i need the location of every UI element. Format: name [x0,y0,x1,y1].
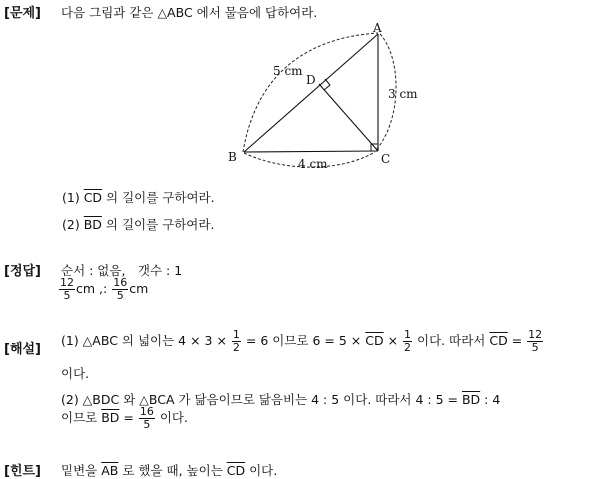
explanation-line-1 [61,329,544,354]
side-bc [244,151,378,152]
explanation-3-part-1: (2) △BDC 와 △BCA 가 닮음이므로 닮음비는 4 : 5 이다. 따라서 4 : 5 = [61,392,458,407]
ac-length-label: 3 cm [388,87,418,101]
answer-unit-1: cm ,: [76,281,108,296]
problem-tag: [문제] [4,6,41,21]
triangle-figure [220,20,420,180]
explanation-1-part-1: (1) △ABC 의 넓이는 4 × 3 × [61,333,227,348]
hint-tag: [힌트] [4,464,41,479]
vertex-b-label: B [228,150,237,164]
question-1-number: (1) [62,190,80,205]
explanation-4-part-1: 이므로 [61,410,98,425]
question-1-segment: $\overline{CD}$ [83,190,103,205]
answer-unit-2: cm [129,281,149,296]
question-2-number: (2) [62,217,80,232]
question-2-segment: $\overline{BD}$ [83,217,102,232]
explanation-1-segment-cd-2: $\overline{CD}$ [489,333,508,348]
problem-statement: 다음 그림과 같은 △ABC 에서 물음에 답하여라. [61,5,318,20]
question-1 [62,188,215,206]
explanation-1-segment-cd: $\overline{CD}$ [365,333,384,348]
vertex-c-label: C [381,152,391,166]
explanation-line-4 [61,406,188,431]
answer-tag: [정답] [4,264,41,279]
vertex-d-label: D [306,73,316,87]
question-2 [62,215,214,233]
ab-length-label: 5 cm [273,64,303,78]
explanation-1-part-4: 이다. 따라서 [417,333,486,348]
hint-segment-ab: $\overline{AB}$ [101,463,119,478]
explanation-1-part-5: = [511,333,523,348]
explanation-3-part-2: : 4 [484,392,501,407]
hint-part-3: 이다. [249,463,278,478]
answer-fraction-1: $\frac{12}{5}$ [60,276,74,302]
explanation-fraction-bd-result: $\frac{16}{5}$ [139,405,154,431]
explanation-fraction-cd-result: $\frac{12}{5}$ [528,328,543,354]
explanation-fraction-half-2: $\frac{1}{2}$ [404,328,412,354]
altitude-cd [319,84,378,151]
hint-text [61,461,277,479]
explanation-4-part-2: = [123,410,134,425]
hint-part-2: 로 했을 때, 높이는 [122,463,223,478]
question-1-text: 의 길이를 구하여라. [106,190,215,205]
explanation-4-segment-bd: $\overline{BD}$ [101,410,120,425]
answer-fraction-2: $\frac{16}{5}$ [113,276,128,302]
hint-segment-cd: $\overline{CD}$ [226,463,246,478]
bc-length-label: 4 cm [298,157,328,171]
explanation-3-segment-bd: $\overline{BD}$ [461,392,481,407]
hint-part-1: 밑변을 [61,463,98,478]
explanation-4-part-3: 이다. [159,410,188,425]
explanation-1-part-3: × [387,333,399,348]
answer-values [58,277,148,302]
side-ab [244,34,378,152]
explanation-tag: [해설] [4,342,41,357]
vertex-a-label: A [373,21,382,35]
answer-meta: 순서 : 없음, 갯수 : 1 [61,263,183,278]
explanation-fraction-half-1: $\frac{1}{2}$ [232,328,240,354]
ab-dashed-arc [243,33,378,152]
explanation-1-part-2: = 6 이므로 6 = 5 × [245,333,362,348]
question-2-text: 의 길이를 구하여라. [105,217,215,232]
explanation-line-2: 이다. [61,366,90,381]
